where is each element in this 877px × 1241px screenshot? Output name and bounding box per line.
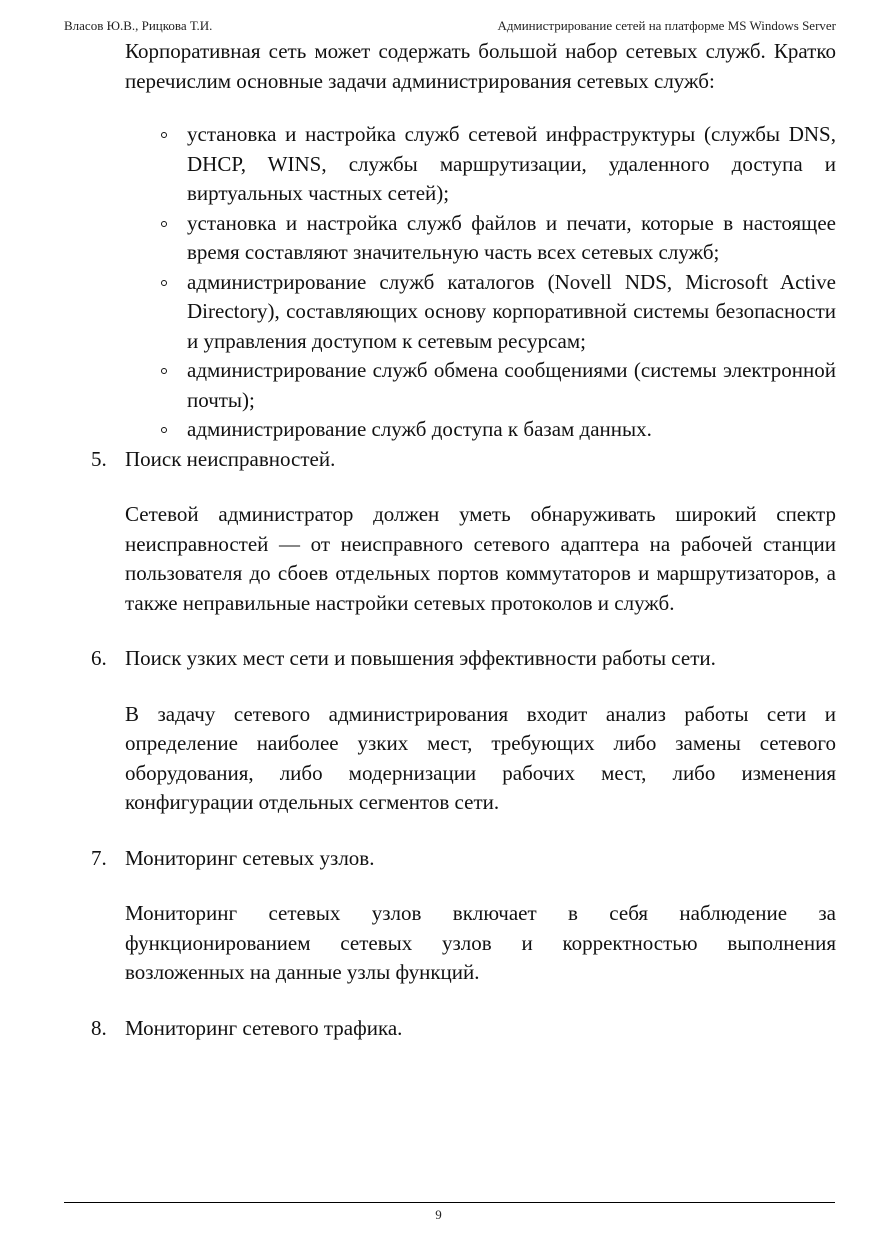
- page-header: [64, 17, 836, 35]
- list-item: установка и настройка служб сетевой инфраструктуры (службы DNS, DHCP, WINS, службы маршрутизации, удаленного доступа и виртуальных частных сетей);: [187, 120, 836, 209]
- page-body: [91, 37, 836, 1043]
- item-number: 6.: [91, 646, 107, 670]
- page-number: 9: [435, 1207, 442, 1222]
- item-number: 8.: [91, 1015, 107, 1040]
- footer-divider: [64, 1202, 835, 1203]
- list-item: администрирование служб обмена сообщениями (системы электронной почты);: [187, 356, 836, 415]
- item-title: Мониторинг сетевого трафика.: [125, 1015, 403, 1040]
- item-paragraph: Сетевой администратор должен уметь обнаруживать широкий спектр неисправностей — от неисправного сетевого адаптера на рабочей станции пользователя до сбоев отдельных портов коммутаторов и маршрутизаторов, а также неправильные настройки сетевых протоколов и служб.: [125, 502, 836, 615]
- item-paragraph: В задачу сетевого администрирования входит анализ работы сети и определение наиболее узких мест, требующих либо замены сетевого оборудования, либо модернизации рабочих мест, либо изменения конфигурации отдельных сегментов сети.: [125, 701, 836, 814]
- bullet-icon: [161, 132, 167, 138]
- numbered-item-5: [91, 445, 836, 475]
- list-item: установка и настройка служб файлов и печати, которые в настоящее время составляют значительную часть всех сетевых служб;: [187, 209, 836, 268]
- numbered-item-8: [91, 1014, 836, 1044]
- list-item: администрирование служб доступа к базам данных.: [187, 415, 836, 445]
- header-title: Администрирование сетей на платформе MS Windows Server: [497, 18, 836, 33]
- item-number: 5.: [91, 446, 107, 471]
- services-list: [125, 120, 836, 445]
- bullet-icon: [161, 221, 167, 227]
- bullet-icon: [161, 427, 167, 433]
- item-title: Поиск неисправностей.: [125, 446, 336, 471]
- list-item: администрирование служб каталогов (Novell NDS, Microsoft Active Directory), составляющих основу корпоративной системы безопасности и управления доступом к сетевым ресурсам;: [187, 268, 836, 357]
- numbered-item-7: [91, 844, 836, 874]
- item-title: Мониторинг сетевых узлов.: [125, 845, 375, 870]
- bullet-icon: [161, 368, 167, 374]
- bullet-icon: [161, 280, 167, 286]
- item-number: 7.: [91, 845, 107, 870]
- intro-paragraph: Корпоративная сеть может содержать большой набор сетевых служб. Кратко перечислим основные задачи администрирования сетевых служб:: [125, 39, 836, 93]
- item-paragraph: Мониторинг сетевых узлов включает в себя наблюдение за функционированием сетевых узлов и корректностью выполнения возложенных на данные узлы функций.: [125, 901, 836, 984]
- item-title: Поиск узких мест сети и повышения эффективности работы сети.: [125, 646, 716, 670]
- numbered-item-6: [91, 644, 836, 674]
- header-authors: Власов Ю.В., Рицкова Т.И.: [64, 18, 213, 33]
